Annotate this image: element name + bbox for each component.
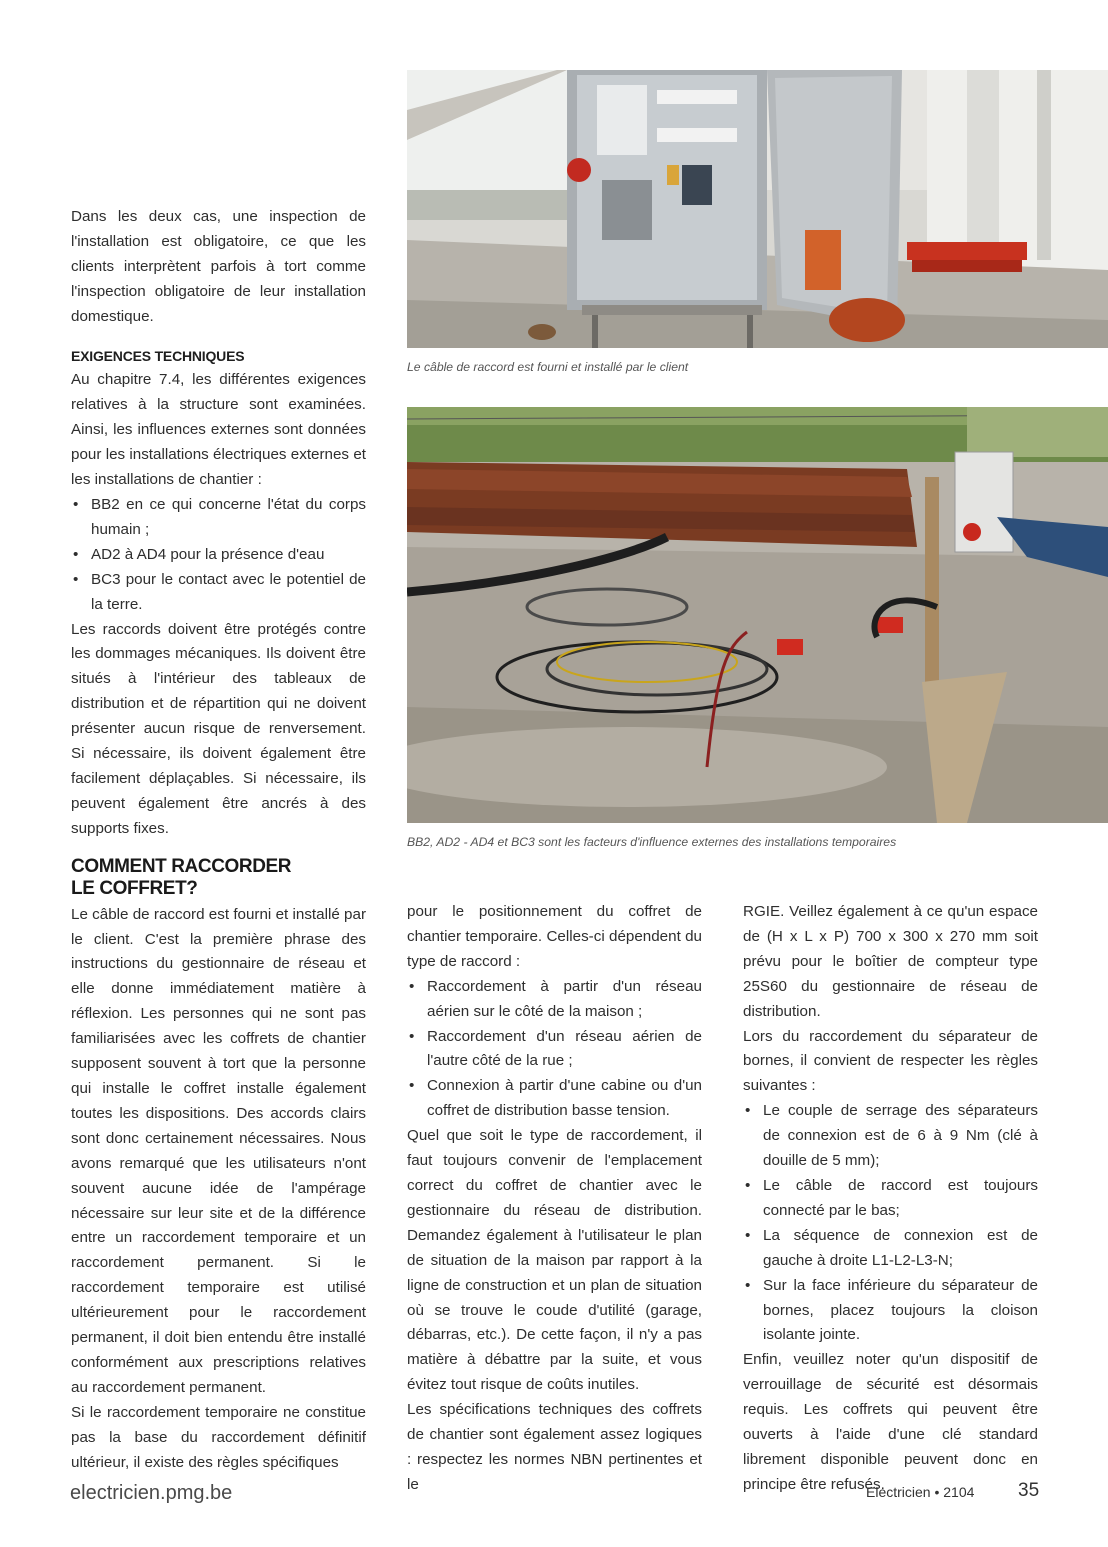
rgie-paragraph: RGIE. Veillez également à ce qu'un espace de (H x L x P) 700 x 300 x 270 mm soit prévu pour le boîtier de compteur type 25S60 du gestionnaire de réseau de distribution. xyxy=(743,903,1038,1020)
list-item: • Raccordement d'un réseau aérien de l'autre côté de la rue ; xyxy=(407,1025,702,1075)
list-item: • Le câble de raccord est toujours connecté par le bas; xyxy=(743,1174,1038,1224)
page-number: 35 xyxy=(1018,1480,1040,1501)
raccord-types-list xyxy=(407,975,702,1124)
emplacement-paragraph: Quel que soit le type de raccordement, il faut toujours convenir de l'emplacement correct du coffret de chantier avec le gestionnaire du réseau de distribution. Demandez également à l'utilisateur le plan de situation de la maison par rapport à la ligne de construction et un plan de situation où se trouve le coude d'utilité (garage, débarras, etc.). De cette façon, il n'y a pas matière à débattre par la suite, et vous évitez tout risque de coûts inutiles. xyxy=(407,1127,702,1394)
footer-magazine-issue: Electricien • 2104 xyxy=(866,1484,975,1500)
list-item: • BB2 en ce qui concerne l'état du corps humain ; xyxy=(71,493,366,543)
positionnement-paragraph: pour le positionnement du coffret de chantier temporaire. Celles-ci dépendent du type de raccord : xyxy=(407,903,702,970)
influences-list xyxy=(71,493,366,618)
section-heading-raccorder xyxy=(71,856,366,900)
bottom-photo-caption: BB2, AD2 - AD4 et BC3 sont les facteurs d'influence externes des installations temporaires xyxy=(407,835,897,849)
left-column xyxy=(71,205,366,1476)
photo-construction-site-box xyxy=(407,407,1108,823)
list-item: • La séquence de connexion est de gauche à droite L1-L2-L3-N; xyxy=(743,1224,1038,1274)
section-heading-exigences: EXIGENCES TECHNIQUES xyxy=(71,347,245,364)
top-photo-caption: Le câble de raccord est fourni et installé par le client xyxy=(407,360,689,374)
footer-website-link[interactable]: electricien.pmg.be xyxy=(70,1482,233,1504)
section-heading-line: LE COFFRET? xyxy=(71,877,198,899)
list-item: • Le couple de serrage des séparateurs de connexion est de 6 à 9 Nm (clé à douille de 5 mm); xyxy=(743,1099,1038,1174)
list-item: • Raccordement à partir d'un réseau aérien sur le côté de la maison ; xyxy=(407,975,702,1025)
regles-list xyxy=(743,1099,1038,1348)
list-item: • BC3 pour le contact avec le potentiel de la terre. xyxy=(71,568,366,618)
section-heading-line: COMMENT RACCORDER xyxy=(71,855,292,877)
specifications-paragraph: Les spécifications techniques des coffrets de chantier sont également assez logiques : respectez les normes NBN pertinentes et le xyxy=(407,1401,702,1493)
verrouillage-paragraph: Enfin, veuillez noter qu'un dispositif de verrouillage de sécurité est désormais requis. Les coffrets qui peuvent être ouverts à l'aide d'une clé standard librement disponible peuvent donc en principe être refusés. xyxy=(743,1351,1038,1493)
list-item: • Connexion à partir d'une cabine ou d'un coffret de distribution basse tension. xyxy=(407,1074,702,1124)
right-column xyxy=(743,900,1038,1498)
intro-paragraph: Dans les deux cas, une inspection de l'installation est obligatoire, ce que les clients interprètent parfois à tort comme l'inspection obligatoire de leur installation domestique. xyxy=(71,208,366,325)
middle-column xyxy=(407,900,702,1498)
separateur-paragraph: Lors du raccordement du séparateur de bornes, il convient de respecter les règles suivantes : xyxy=(743,1027,1038,1095)
list-item: • Sur la face inférieure du séparateur de bornes, placez toujours la cloison isolante jointe. xyxy=(743,1274,1038,1349)
raccorder-paragraph-2: Si le raccordement temporaire ne constitue pas la base du raccordement définitif ultérieur, il existe des règles spécifiques xyxy=(71,1403,366,1471)
raccorder-paragraph: Le câble de raccord est fourni et installé par le client. C'est la première phrase des instructions du gestionnaire de réseau et elle donne immédiatement matière à réflexion. Les personnes qui ne sont pas familiarisées avec les coffrets de chantier supposent souvent à tort que la personne qui installe le coffret installe également toutes les dispositions. Des accords clairs sont donc certainement nécessaires. Nous avons remarqué que les utilisateurs n'ont souvent aucune idée de l'ampérage nécessaire sur leur site et de la différence entre un raccordement temporaire et un raccordement permanent. Si le raccordement temporaire est utilisé ultérieurement pour le raccordement permanent, il doit bien entendu être installé conformément aux prescriptions relatives au raccordement permanent. xyxy=(71,905,366,1396)
raccords-paragraph: Les raccords doivent être protégés contre les dommages mécaniques. Ils doivent être situés à l'intérieur des tableaux de distribution et de répartition qui ne doivent présenter aucun risque de renversement. Si nécessaire, ils doivent également être facilement déplaçables. Si nécessaire, ils peuvent également être ancrés à des supports fixes. xyxy=(71,620,366,837)
list-item: • AD2 à AD4 pour la présence d'eau xyxy=(71,543,366,568)
exigences-paragraph: Au chapitre 7.4, les différentes exigences relatives à la structure sont examinées. Ainsi, les influences externes sont données pour les installations électriques externes et les installations de chantier : xyxy=(71,371,366,489)
photo-distribution-cabinet xyxy=(407,70,1108,348)
